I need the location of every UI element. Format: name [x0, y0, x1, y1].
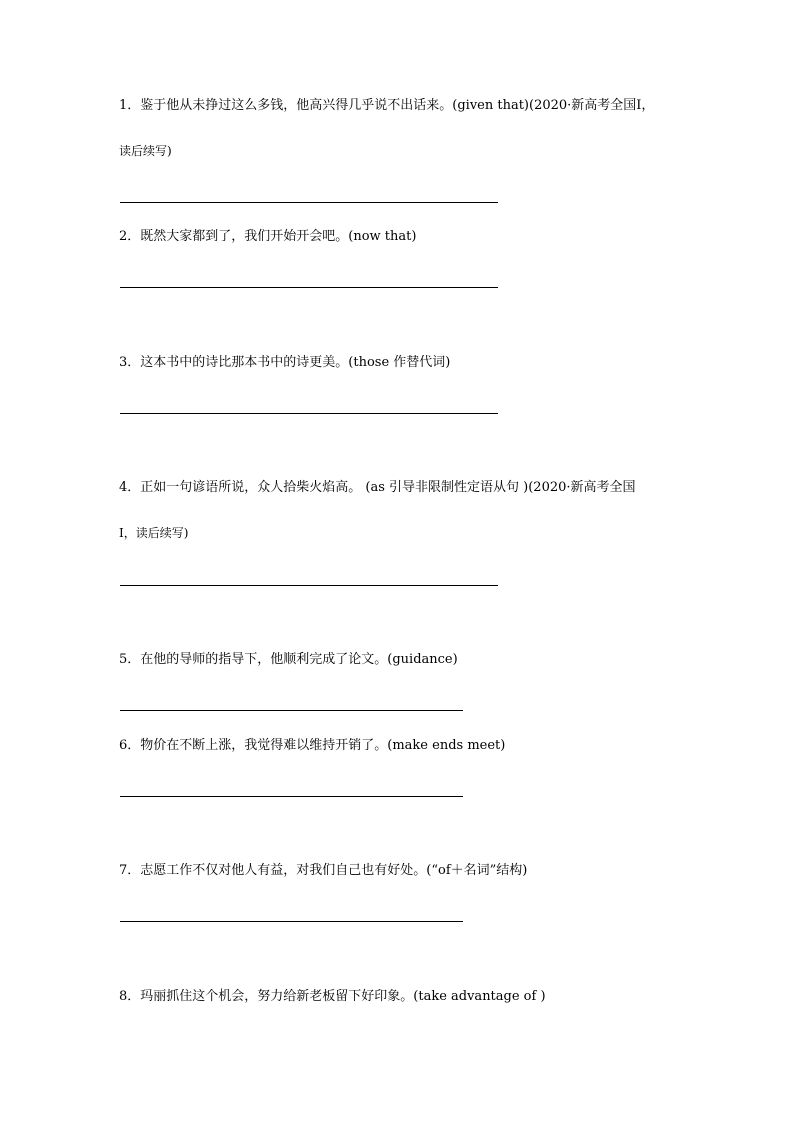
- question-3-text: 3．这本书中的诗比那本书中的诗更美。(those 作替代词): [119, 355, 451, 370]
- question-6-text: 6．物价在不断上涨，我觉得难以维持开销了。(make ends meet): [119, 738, 506, 753]
- question-4-text-continued: Ⅰ，读后续写): [119, 526, 189, 540]
- question-4-text: 4．正如一句谚语所说，众人拾柴火焰高。 (as 引导非限制性定语从句 )(2020·新高考全国: [119, 480, 636, 495]
- question-3-answer-line[interactable]: [120, 413, 498, 414]
- question-1-text: 1．鉴于他从未挣过这么多钱，他高兴得几乎说不出话来。(given that)(2020·新高考全国Ⅰ，: [119, 98, 655, 113]
- question-4-answer-line[interactable]: [120, 585, 498, 586]
- question-1-answer-line[interactable]: [120, 202, 498, 203]
- question-2-text: 2．既然大家都到了，我们开始开会吧。(now that): [119, 229, 417, 244]
- question-7-text: 7．志愿工作不仅对他人有益，对我们自己也有好处。(“of＋名词”结构): [119, 863, 528, 878]
- question-2-answer-line[interactable]: [120, 287, 498, 288]
- question-5-text: 5．在他的导师的指导下，他顺利完成了论文。(guidance): [119, 652, 458, 667]
- question-5-answer-line[interactable]: [120, 710, 463, 711]
- question-7-answer-line[interactable]: [120, 921, 463, 922]
- question-1-text-continued: 读后续写): [119, 144, 172, 158]
- question-6-answer-line[interactable]: [120, 796, 463, 797]
- question-8-text: 8．玛丽抓住这个机会，努力给新老板留下好印象。(take advantage of ): [119, 989, 546, 1004]
